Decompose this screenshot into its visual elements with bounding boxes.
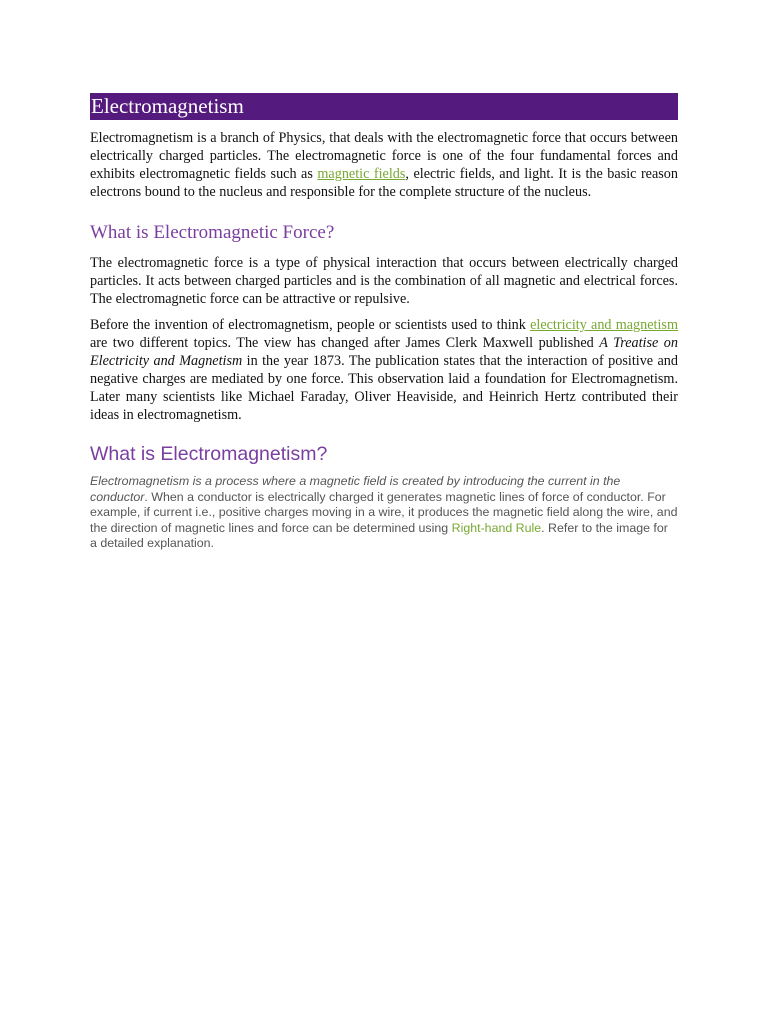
section-heading-electromagnetic-force: What is Electromagnetic Force? bbox=[90, 222, 335, 243]
force-text-1: Before the invention of electromagnetism, people or scientists used to think bbox=[90, 317, 531, 333]
intro-text-2: , electric fields, and light. It is the basic reason electrons bound to the nucleus and responsible for the complete structure of the nucleus. bbox=[90, 166, 678, 200]
force-text-2: are two different topics. The view has changed after James Clerk Maxwell published bbox=[90, 335, 600, 351]
force-text-3: in the year 1873. The publication states that the interaction of positive and negative charges are mediated by one force. This observation laid a foundation for Electromagnetism. Later many scientists like Michael Faraday, Oliver Heaviside, and Heinrich Hertz contributed their ideas in electromagnetism. bbox=[90, 353, 678, 423]
document-content bbox=[90, 93, 678, 552]
intro-text-1: Electromagnetism is a branch of Physics, that deals with the electromagnetic force that occurs between electrically charged particles. The electromagnetic force is one of the four fundamental forces and exhibits electromagnetic fields such as bbox=[90, 130, 678, 182]
electromagnetism-paragraph bbox=[90, 474, 678, 552]
force-paragraph-2 bbox=[90, 316, 678, 424]
electricity-and-magnetism-link[interactable]: electricity and magnetism bbox=[530, 317, 678, 333]
section-heading-electromagnetism: What is Electromagnetism? bbox=[90, 443, 328, 465]
em-text-1: . When a conductor is electrically charged it generates magnetic lines of force of conductor. For example, if current i.e., positive charges moving in a wire, it produces the magnetic field along the wire, and the direction of magnetic lines and force can be determined using bbox=[90, 489, 678, 535]
right-hand-rule-link[interactable]: Right-hand Rule bbox=[451, 520, 542, 535]
definition-text: Electromagnetism is a process where a magnetic field is created by introducing the current in the conductor bbox=[90, 474, 621, 504]
em-text-2: . Refer to the image for a detailed explanation. bbox=[90, 520, 668, 550]
page-title: Electromagnetism bbox=[90, 93, 678, 120]
paragraph-spacer bbox=[90, 308, 678, 316]
force-paragraph-1: The electromagnetic force is a type of physical interaction that occurs between electrically charged particles. It acts between charged particles and is the combination of all magnetic and electrical forces. The electromagnetic force can be attractive or repulsive. bbox=[90, 255, 678, 307]
treatise-title: A Treatise on Electricity and Magnetism bbox=[90, 335, 678, 369]
magnetic-fields-link[interactable]: magnetic fields bbox=[317, 166, 406, 182]
intro-paragraph bbox=[90, 129, 678, 201]
